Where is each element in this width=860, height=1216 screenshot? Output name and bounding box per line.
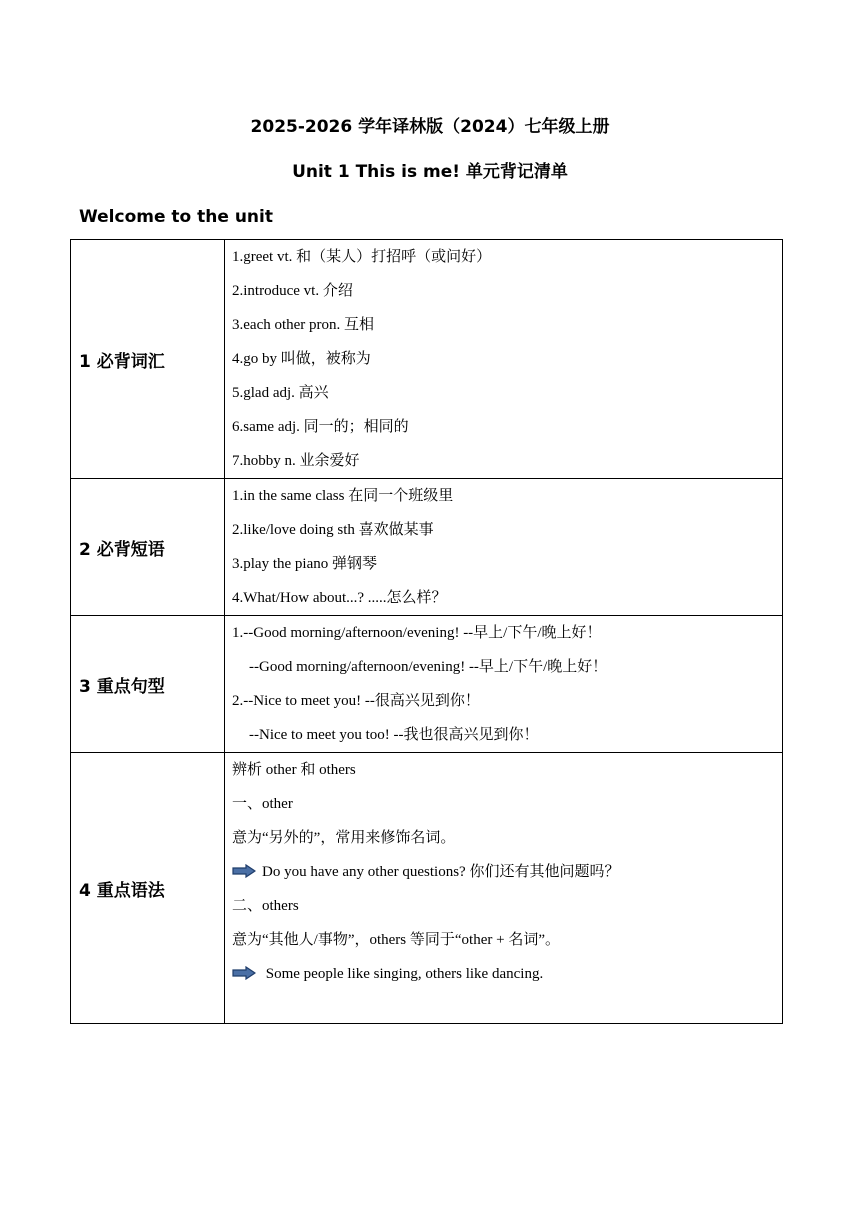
row-content-vocabulary	[225, 240, 783, 479]
row-label-sentences: 3 重点句型	[71, 616, 225, 753]
grammar-subheading: 二、others	[232, 898, 299, 914]
table-row-vocabulary	[71, 240, 783, 479]
vocab-item: 3.each other pron. 互相	[232, 317, 375, 333]
sentence-item: 1.--Good morning/afternoon/evening! --早上/下午/晚上好！	[232, 625, 602, 641]
grammar-subheading: 一、other	[232, 796, 293, 812]
sentence-item: 2.--Nice to meet you! --很高兴见到你！	[232, 693, 480, 709]
row-content-grammar	[225, 753, 783, 1024]
row-label-vocabulary: 1 必背词汇	[71, 240, 225, 479]
vocab-item: 4.go by 叫做，被称为	[232, 351, 371, 367]
grammar-example-text: Do you have any other questions? 你们还有其他问题吗？	[262, 864, 620, 880]
sentence-item: --Good morning/afternoon/evening! --早上/下午/晚上好！	[249, 659, 608, 675]
vocab-item: 1.greet vt. 和（某人）打招呼（或问好）	[232, 249, 492, 265]
vocab-item: 5.glad adj. 高兴	[232, 385, 329, 401]
table-row-sentences	[71, 616, 783, 753]
row-content-sentences	[225, 616, 783, 753]
section-heading: Welcome to the unit	[79, 207, 273, 227]
phrase-item: 3.play the piano 弹钢琴	[232, 556, 377, 572]
grammar-example	[232, 957, 782, 991]
vocab-item: 6.same adj. 同一的；相同的	[232, 419, 409, 435]
grammar-example	[232, 855, 782, 889]
phrase-item: 1.in the same class 在同一个班级里	[232, 488, 454, 504]
review-table	[70, 239, 783, 1024]
document-subtitle: Unit 1 This is me! 单元背记清单	[292, 162, 568, 182]
grammar-heading: 辨析 other 和 others	[232, 762, 356, 778]
right-arrow-icon	[232, 966, 256, 980]
table-row-grammar	[71, 753, 783, 1024]
row-label-grammar: 4 重点语法	[71, 753, 225, 1024]
row-label-phrases: 2 必背短语	[71, 479, 225, 616]
vocab-item: 2.introduce vt. 介绍	[232, 283, 353, 299]
phrase-item: 2.like/love doing sth 喜欢做某事	[232, 522, 434, 538]
grammar-explanation: 意为“其他人/事物”，others 等同于“other + 名词”。	[232, 932, 560, 948]
grammar-example-text: Some people like singing, others like dancing.	[262, 966, 544, 982]
phrase-item: 4.What/How about...? .....怎么样？	[232, 590, 447, 606]
vocab-item: 7.hobby n. 业余爱好	[232, 453, 360, 469]
row-content-phrases	[225, 479, 783, 616]
sentence-item: --Nice to meet you too! --我也很高兴见到你！	[249, 727, 539, 743]
grammar-explanation: 意为“另外的”，常用来修饰名词。	[232, 830, 456, 846]
right-arrow-icon	[232, 864, 256, 878]
table-row-phrases	[71, 479, 783, 616]
document-title: 2025-2026 学年译林版（2024）七年级上册	[250, 117, 610, 137]
